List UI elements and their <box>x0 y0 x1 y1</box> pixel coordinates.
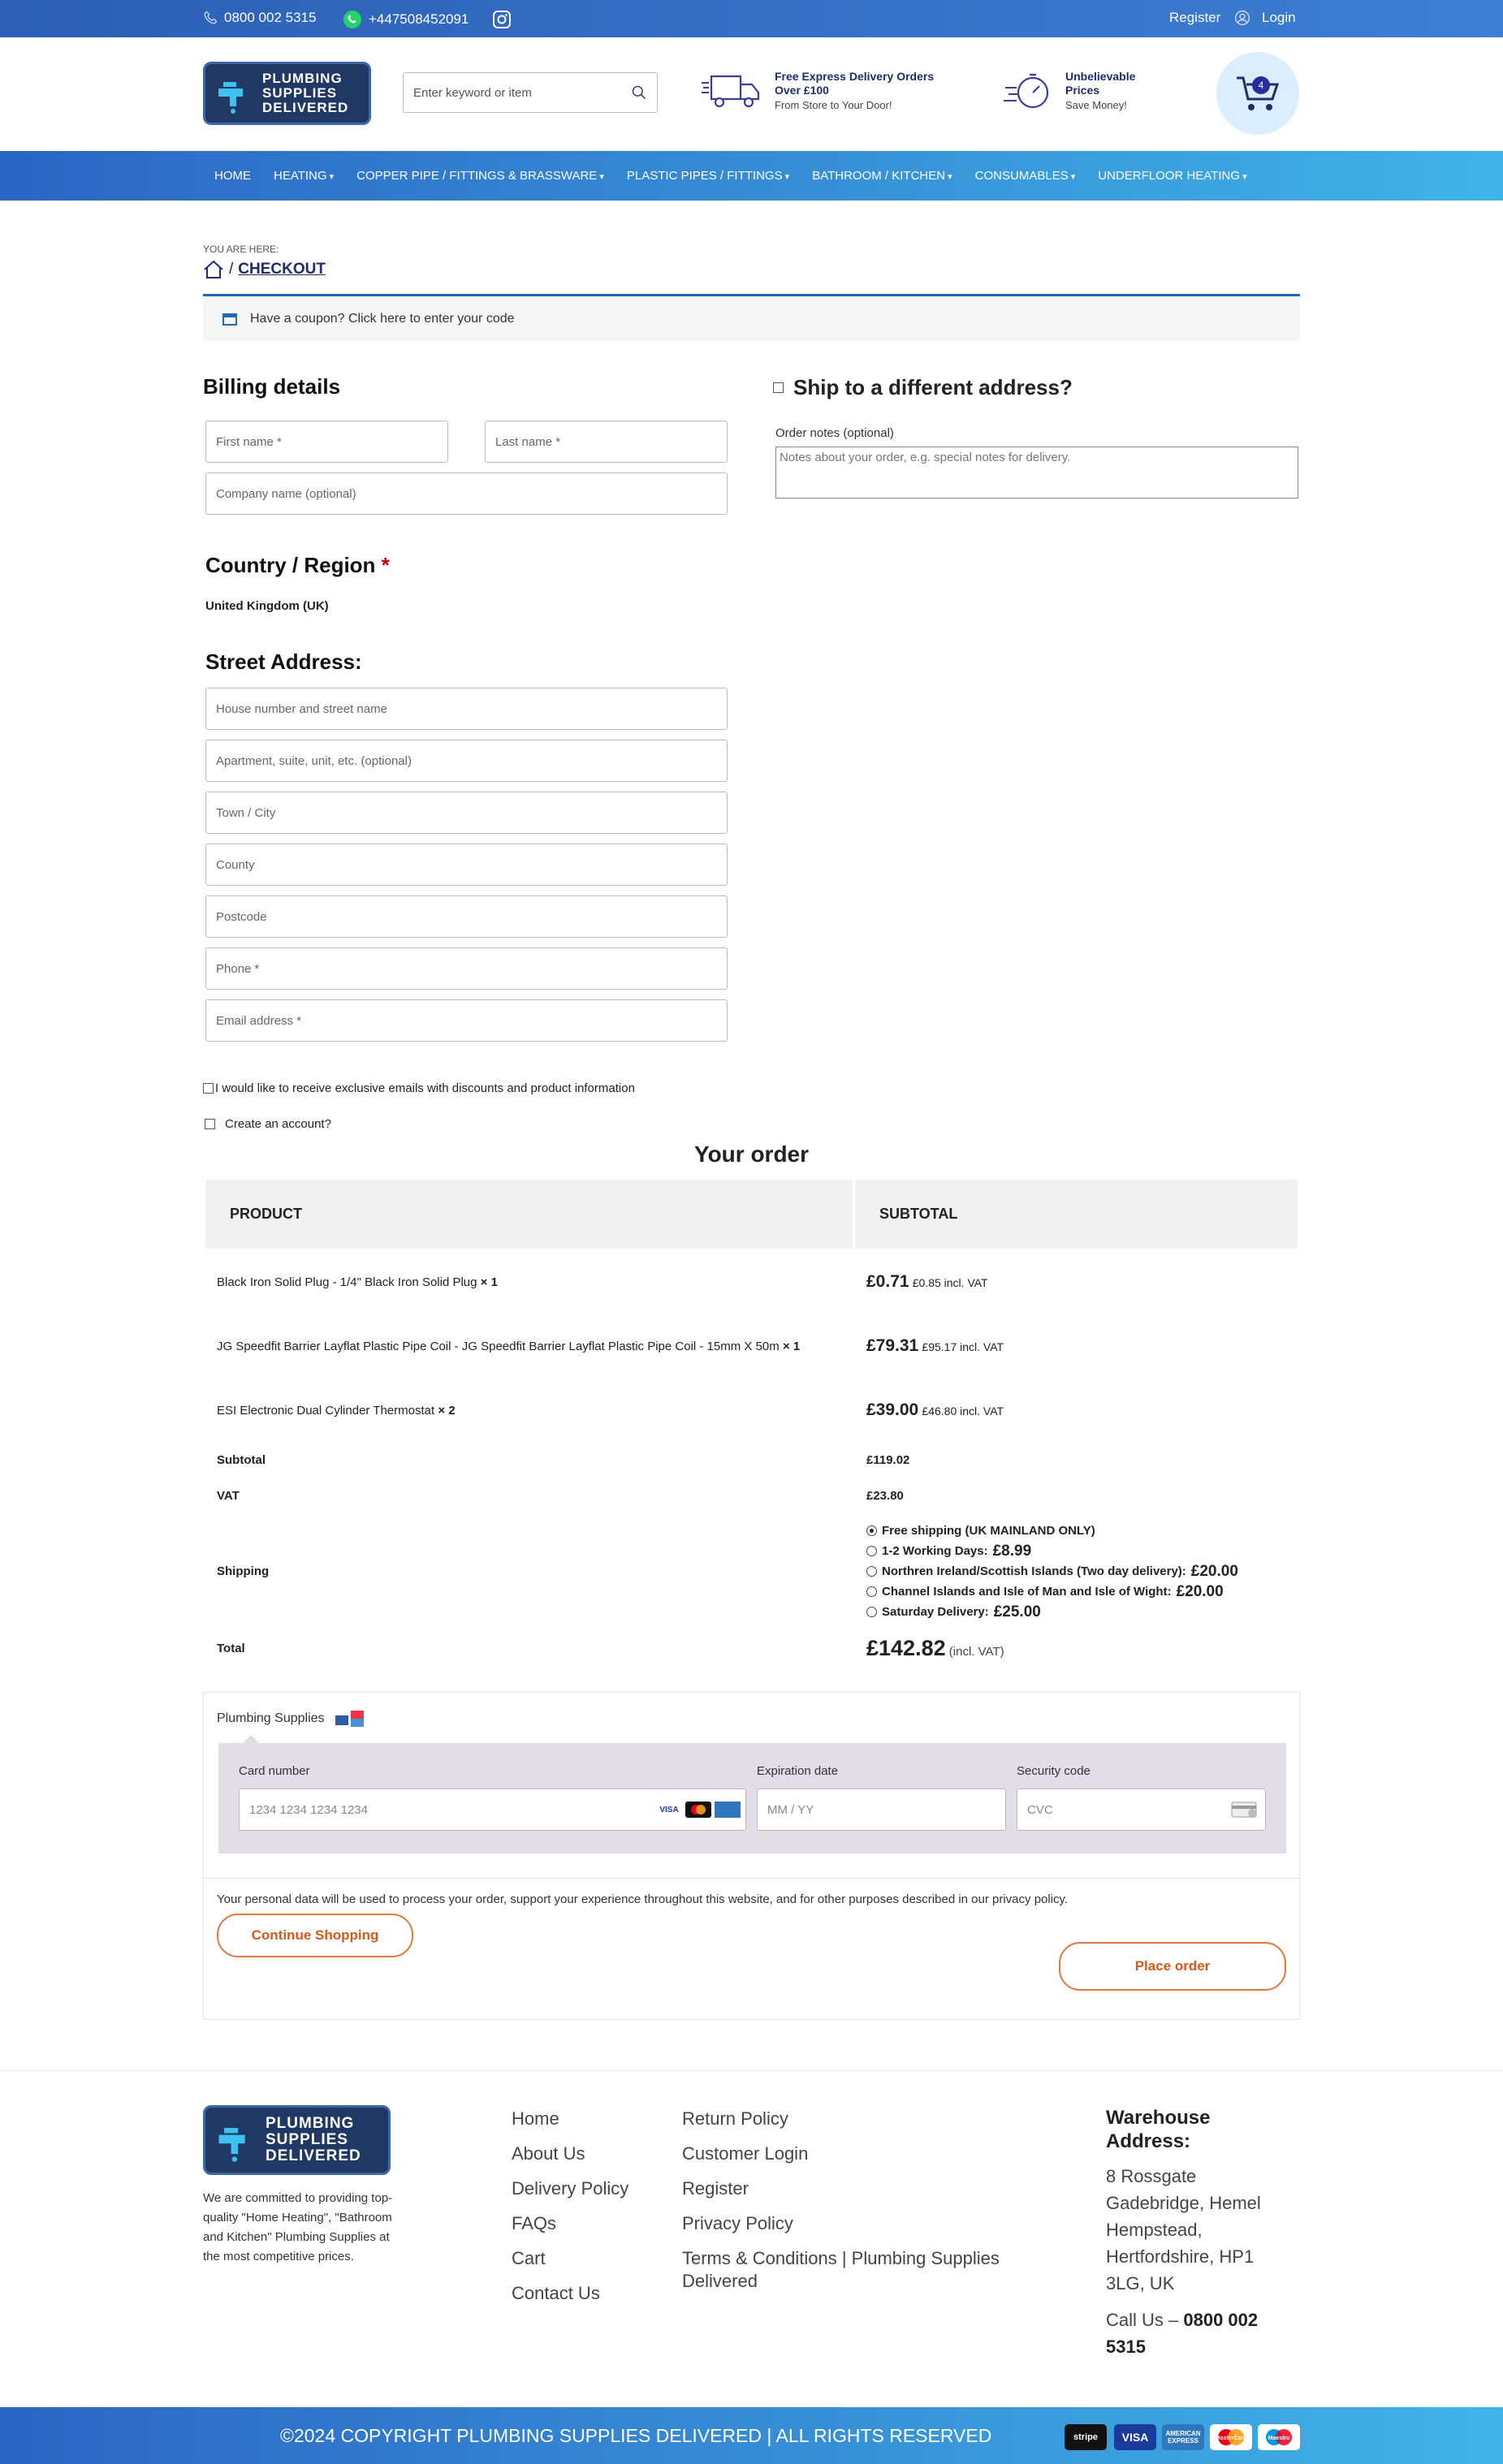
footer-link[interactable]: Home <box>512 2108 559 2129</box>
payment-method-label[interactable] <box>217 1709 367 1728</box>
footer-logo-line-2: SUPPLIES <box>266 2131 348 2148</box>
nav-item-5[interactable] <box>964 169 1087 183</box>
phone-contact[interactable] <box>203 10 316 26</box>
shipping-row <box>205 1514 1299 1629</box>
register-link[interactable] <box>1169 10 1220 26</box>
shipping-option-label: Free shipping (UK MAINLAND ONLY) <box>882 1524 1095 1538</box>
county-field[interactable] <box>205 844 728 886</box>
item-name: JG Speedfit Barrier Layflat Plastic Pipe Coil - JG Speedfit Barrier Layflat Plastic Pipe Coil - 15mm X 50m <box>217 1339 780 1353</box>
search-icon[interactable] <box>631 84 647 101</box>
whatsapp-icon <box>343 10 362 29</box>
tap-icon <box>212 71 257 116</box>
footer-links-col-2 <box>682 2108 1031 2305</box>
first-name-field[interactable] <box>205 421 448 463</box>
payment-method-name: Plumbing Supplies <box>217 1711 325 1725</box>
logo-line-1: PLUMBING <box>262 71 343 86</box>
footer-call[interactable] <box>1106 2306 1293 2360</box>
total-row <box>205 1629 1299 1668</box>
item-name: Black Iron Solid Plug - 1/4" Black Iron Solid Plug <box>217 1275 477 1289</box>
nav-item-label: HEATING <box>274 169 327 183</box>
breadcrumb-label: YOU ARE HERE: <box>203 244 279 255</box>
user-icon <box>1234 10 1250 26</box>
warehouse-address: 8 Rossgate Gadebridge, Hemel Hempstead, Hertfordshire, HP1 3LG, UK <box>1106 2166 1261 2294</box>
card-number-input[interactable] <box>239 1789 746 1831</box>
mastercard-icon <box>1210 2424 1252 2450</box>
stopwatch-icon <box>1000 70 1056 112</box>
calendar-icon <box>222 313 237 326</box>
payment-divider <box>204 1878 1299 1879</box>
order-item-row <box>205 1314 1299 1379</box>
visa-icon: VISA <box>659 1805 679 1815</box>
shipping-option[interactable] <box>866 1582 1298 1602</box>
item-price: £79.31 <box>866 1336 919 1355</box>
coupon-notice[interactable] <box>203 294 1300 341</box>
nav-item-label: UNDERFLOOR HEATING <box>1098 169 1241 183</box>
call-number: 0800 002 5315 <box>1106 2310 1259 2357</box>
footer-link[interactable]: Customer Login <box>682 2143 809 2164</box>
radio-button[interactable] <box>866 1546 877 1556</box>
total-note: (incl. VAT) <box>948 1645 1004 1659</box>
county-placeholder: County <box>216 857 255 872</box>
nav-item-label: PLASTIC PIPES / FITTINGS <box>626 169 783 183</box>
total-value: £142.82 <box>866 1636 946 1660</box>
col-product: PRODUCT <box>205 1179 854 1250</box>
shipping-options-cell <box>854 1514 1299 1629</box>
vat-row <box>205 1478 1299 1514</box>
home-icon[interactable] <box>203 260 224 279</box>
create-account-label: Create an account? <box>225 1117 331 1131</box>
breadcrumb-current[interactable]: CHECKOUT <box>238 261 326 278</box>
breadcrumb-separator: / <box>229 261 234 278</box>
email-field[interactable] <box>205 999 728 1042</box>
call-label: Call Us – <box>1106 2310 1179 2330</box>
footer-link[interactable]: Return Policy <box>682 2108 788 2129</box>
warehouse-title: Warehouse Address: <box>1106 2107 1211 2152</box>
newsletter-label: I would like to receive exclusive emails with discounts and product information <box>215 1081 635 1095</box>
radio-button[interactable] <box>866 1525 877 1536</box>
amex-icon: AMERICAN EXPRESS <box>1162 2424 1204 2450</box>
total-value-cell <box>854 1629 1299 1668</box>
shipping-option-price: £20.00 <box>1176 1583 1224 1600</box>
country-title <box>205 553 390 578</box>
footer-about: We are committed to providing top-quality "Home Heating", "Bathroom and Kitchen" Plumbing Supplies at the most competitive prices. <box>203 2191 393 2263</box>
maestro-label: Maestro <box>1268 2436 1290 2441</box>
vat-row-label-cell <box>205 1478 854 1514</box>
item-incl-vat: £46.80 incl. VAT <box>922 1405 1004 1418</box>
visa-icon: VISA <box>1114 2424 1156 2450</box>
apartment-placeholder: Apartment, suite, unit, etc. (optional) <box>216 753 412 768</box>
phone-icon <box>203 11 218 25</box>
login-link[interactable] <box>1234 10 1296 26</box>
nav-item-label: BATHROOM / KITCHEN <box>812 169 946 183</box>
item-subtotal-cell <box>854 1250 1299 1314</box>
whatsapp-contact[interactable] <box>343 10 469 29</box>
postcode-field[interactable] <box>205 895 728 938</box>
item-product-cell <box>205 1314 854 1379</box>
cart-button[interactable] <box>1216 52 1299 135</box>
nav-item-label: HOME <box>214 169 251 183</box>
footer-logo[interactable] <box>203 2105 391 2175</box>
last-name-placeholder: Last name * <box>495 434 561 449</box>
expiry-label: Expiration date <box>757 1764 839 1778</box>
shipping-option[interactable] <box>866 1521 1298 1541</box>
tap-icon <box>212 2116 261 2164</box>
item-qty: × 1 <box>782 1339 801 1353</box>
privacy-text: Your personal data will be used to process your order, support your experience throughout this website, and for other purposes described in our privacy policy. <box>217 1892 1069 1906</box>
payment-section <box>203 1692 1300 2020</box>
country-value: United Kingdom (UK) <box>205 599 329 613</box>
footer-link[interactable]: Contact Us <box>512 2283 600 2303</box>
search-input[interactable] <box>403 72 658 113</box>
street-title: Street Address: <box>205 649 362 674</box>
shipping-option-label: Northren Ireland/Scottish Islands (Two day delivery): <box>882 1564 1186 1578</box>
newsletter-option <box>203 1081 635 1095</box>
chevron-down-icon: ▾ <box>1240 172 1247 182</box>
logo-line-2: SUPPLIES <box>262 85 338 101</box>
breadcrumb <box>203 260 326 279</box>
whatsapp-number: +447508452091 <box>369 11 469 27</box>
subtotal-row-label-cell <box>205 1443 854 1478</box>
copyright: ©2024 COPYRIGHT PLUMBING SUPPLIES DELIVERED | ALL RIGHTS RESERVED <box>280 2425 992 2446</box>
ship-different-option <box>773 375 1073 400</box>
chevron-down-icon: ▾ <box>326 172 335 182</box>
nav-item-3[interactable] <box>615 169 801 183</box>
footer-logo-line-3: DELIVERED <box>266 2147 361 2164</box>
phone-field[interactable] <box>205 947 728 990</box>
promo-delivery-sub: From Store to Your Door! <box>775 99 892 111</box>
ship-different-label: Ship to a different address? <box>793 375 1073 399</box>
card-form <box>218 1743 1286 1853</box>
footer-link[interactable]: Delivery Policy <box>512 2178 629 2199</box>
price-promo <box>1000 70 1155 112</box>
row-label: VAT <box>217 1489 240 1503</box>
footer-link[interactable]: Register <box>682 2178 749 2199</box>
phone-placeholder: Phone * <box>216 961 260 976</box>
order-title: Your order <box>693 1141 810 1167</box>
row-label: Subtotal <box>217 1453 266 1467</box>
item-product-cell <box>205 1250 854 1314</box>
apartment-field[interactable] <box>205 740 728 782</box>
item-qty: × 1 <box>480 1275 498 1289</box>
total-label-cell <box>205 1629 854 1668</box>
cvc-input[interactable] <box>1017 1789 1266 1831</box>
shipping-option[interactable] <box>866 1561 1298 1582</box>
chevron-down-icon: ▾ <box>1068 172 1076 182</box>
mastercard-label: MasterCard <box>1215 2436 1247 2441</box>
place-order-button[interactable]: Place order <box>1059 1942 1286 1991</box>
nav-item-1[interactable] <box>262 169 345 183</box>
subtotal-row-value-cell <box>854 1443 1299 1478</box>
last-name-field[interactable] <box>485 421 728 463</box>
shipping-option[interactable] <box>866 1602 1298 1622</box>
coupon-text: Have a coupon? Click here to enter your code <box>250 311 515 326</box>
shipping-option[interactable] <box>866 1541 1298 1561</box>
maestro-icon <box>1258 2424 1300 2450</box>
stripe-icon: stripe <box>1065 2424 1107 2450</box>
shipping-option-label: Channel Islands and Isle of Man and Isle of Wight: <box>882 1585 1172 1599</box>
company-field[interactable] <box>205 473 728 515</box>
create-account-checkbox[interactable] <box>205 1119 215 1129</box>
promo-price-title: Unbelievable Prices <box>1065 70 1136 97</box>
footer-divider <box>0 2070 1503 2071</box>
top-bar <box>0 0 1503 37</box>
delivery-truck-icon <box>700 70 765 112</box>
item-name: ESI Electronic Dual Cylinder Thermostat <box>217 1403 435 1418</box>
company-placeholder: Company name (optional) <box>216 486 356 501</box>
footer-link[interactable]: Privacy Policy <box>682 2213 793 2233</box>
nav-item-2[interactable] <box>345 169 615 183</box>
order-notes-placeholder: Notes about your order, e.g. special notes for delivery. <box>780 451 1071 464</box>
instagram-link[interactable] <box>492 10 512 29</box>
shipping-option-label: 1-2 Working Days: <box>882 1544 988 1558</box>
cvc-card-icon <box>1231 1801 1259 1819</box>
shipping-option-price: £25.00 <box>993 1603 1041 1620</box>
chevron-down-icon: ▾ <box>782 172 790 182</box>
order-notes-label: Order notes (optional) <box>775 426 894 440</box>
logo-line-3: DELIVERED <box>262 100 349 115</box>
required-mark: * <box>381 553 390 577</box>
town-placeholder: Town / City <box>216 805 276 820</box>
item-qty: × 2 <box>438 1403 456 1418</box>
ship-different-checkbox[interactable] <box>773 382 784 393</box>
card-icon <box>335 1709 367 1728</box>
town-field[interactable] <box>205 792 728 834</box>
nav-item-0[interactable] <box>203 169 262 183</box>
radio-button[interactable] <box>866 1586 877 1597</box>
card-number-label: Card number <box>239 1764 310 1778</box>
house-placeholder: House number and street name <box>216 701 387 716</box>
item-price: £0.71 <box>866 1272 909 1291</box>
search-placeholder: Enter keyword or item <box>413 85 532 100</box>
footer-links-col-1 <box>512 2108 633 2317</box>
newsletter-checkbox[interactable] <box>203 1083 214 1094</box>
cart-count-badge: 4 <box>1252 76 1270 94</box>
email-placeholder: Email address * <box>216 1013 302 1028</box>
amex-icon <box>715 1802 741 1818</box>
footer-link[interactable]: Cart <box>512 2248 546 2268</box>
item-product-cell <box>205 1379 854 1443</box>
instagram-icon <box>492 10 512 29</box>
card-number-placeholder: 1234 1234 1234 1234 <box>249 1802 368 1817</box>
item-price: £39.00 <box>866 1400 919 1419</box>
order-item-row <box>205 1250 1299 1314</box>
row-value: £23.80 <box>866 1489 904 1503</box>
continue-shopping-button[interactable]: Continue Shopping <box>217 1914 413 1957</box>
radio-button[interactable] <box>866 1566 877 1577</box>
expiry-input[interactable] <box>757 1789 1006 1831</box>
shipping-option-price: £20.00 <box>1190 1563 1238 1580</box>
row-value: £119.02 <box>866 1453 910 1467</box>
site-header <box>0 37 1503 151</box>
phone-number: 0800 002 5315 <box>224 10 317 25</box>
order-notes-field[interactable] <box>775 447 1298 498</box>
payment-pointer <box>243 1735 259 1743</box>
footer-logo-line-1: PLUMBING <box>266 2115 355 2132</box>
footer-link[interactable]: FAQs <box>512 2213 557 2233</box>
country-title-text: Country / Region <box>205 553 376 577</box>
shipping-option-price: £8.99 <box>992 1543 1032 1560</box>
nav-item-4[interactable] <box>801 169 963 183</box>
billing-title: Billing details <box>203 374 341 399</box>
promo-price-sub: Save Money! <box>1065 99 1127 111</box>
main-nav <box>0 151 1503 201</box>
create-account-option <box>205 1117 331 1131</box>
delivery-promo <box>700 70 953 112</box>
footer-link[interactable]: Terms & Conditions | Plumbing Supplies Delivered <box>682 2248 1000 2291</box>
nav-item-label: COPPER PIPE / FITTINGS & BRASSWARE <box>356 169 598 183</box>
vat-row-value-cell <box>854 1478 1299 1514</box>
total-label: Total <box>217 1642 245 1655</box>
expiry-placeholder: MM / YY <box>767 1802 814 1817</box>
cvc-placeholder: CVC <box>1027 1802 1053 1817</box>
order-item-row <box>205 1379 1299 1443</box>
shipping-label-cell <box>205 1514 854 1629</box>
shipping-label: Shipping <box>217 1564 270 1578</box>
order-table <box>203 1177 1300 1669</box>
item-incl-vat: £95.17 incl. VAT <box>922 1340 1004 1353</box>
col-subtotal: SUBTOTAL <box>854 1179 1299 1250</box>
radio-button[interactable] <box>866 1607 877 1617</box>
chevron-down-icon: ▾ <box>945 172 952 182</box>
chevron-down-icon: ▾ <box>597 172 604 182</box>
promo-delivery-title: Free Express Delivery Orders Over £100 <box>775 70 935 97</box>
warehouse-block <box>1106 2106 1293 2360</box>
item-subtotal-cell <box>854 1379 1299 1443</box>
first-name-placeholder: First name * <box>216 434 282 449</box>
register-label: Register <box>1169 10 1221 25</box>
item-incl-vat: £0.85 incl. VAT <box>912 1276 988 1289</box>
nav-item-label: CONSUMABLES <box>974 169 1069 183</box>
item-subtotal-cell <box>854 1314 1299 1379</box>
login-label: Login <box>1262 10 1296 25</box>
house-field[interactable] <box>205 688 728 730</box>
shipping-option-label: Saturday Delivery: <box>882 1605 989 1619</box>
subtotal-row <box>205 1443 1299 1478</box>
nav-item-6[interactable] <box>1086 169 1258 183</box>
postcode-placeholder: Postcode <box>216 909 267 924</box>
site-logo[interactable] <box>203 62 371 125</box>
mastercard-icon <box>685 1802 711 1818</box>
cvc-label: Security code <box>1017 1764 1091 1778</box>
footer-link[interactable]: About Us <box>512 2143 585 2164</box>
